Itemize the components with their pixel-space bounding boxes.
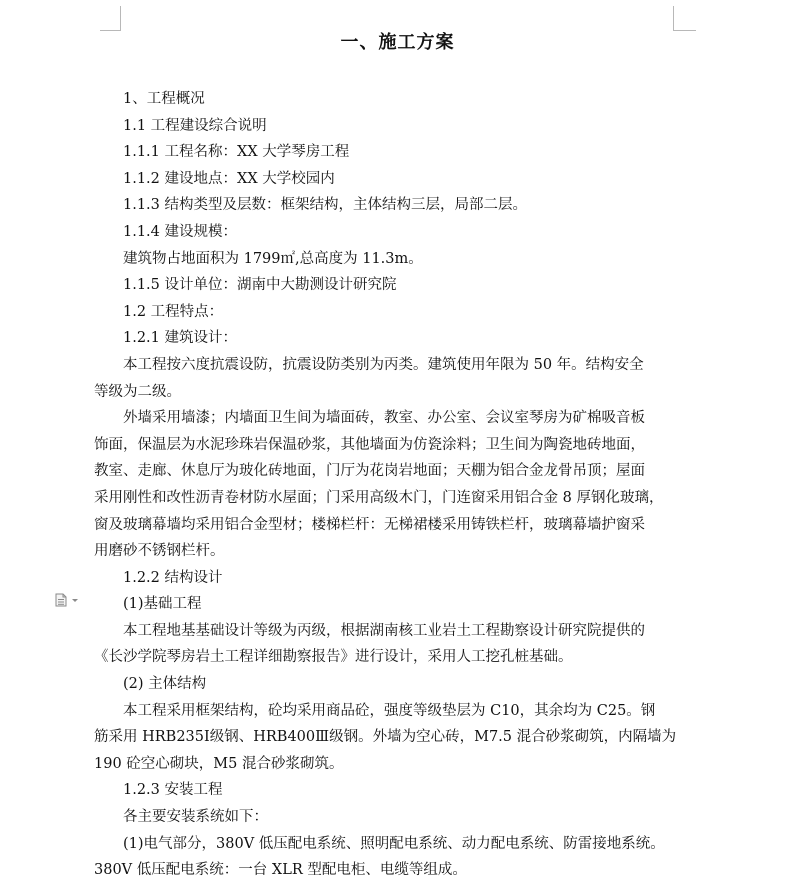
paragraph-line: 本工程按六度抗震设防，抗震设防类别为丙类。建筑使用年限为 50 年。结构安全 — [123, 356, 644, 373]
paragraph-line: 窗及玻璃幕墙均采用铝合金型材；楼梯栏杆：无梯裙楼采用铸铁栏杆，玻璃幕墙护窗采 — [94, 516, 645, 533]
paragraph-line: (1)电气部分，380V 低压配电系统、照明配电系统、动力配电系统、防雷接地系统。 — [123, 835, 665, 852]
item-scale-heading: 1.1.4 建设规模： — [123, 223, 238, 240]
item-design-unit: 1.1.5 设计单位：湖南中大勘测设计研究院 — [123, 277, 397, 294]
paragraph-line: 各主要安装系统如下： — [123, 809, 268, 826]
paragraph-line: 教室、走廊、休息厅为玻化砖地面，门厅为花岗岩地面；天棚为铝合金龙骨吊顶；屋面 — [94, 463, 645, 480]
paragraph-line: 190 砼空心砌块，M5 混合砂浆砌筑。 — [94, 755, 344, 772]
paragraph-line: 等级为二级。 — [94, 383, 181, 400]
paragraph-line: 筋采用 HRB235Ⅰ级钢、HRB400Ⅲ级钢。外墙为空心砖，M7.5 混合砂浆砌筑，内隔墙为 — [94, 729, 677, 746]
document-title: 一、施工方案 — [340, 32, 455, 53]
paragraph-line: 外墙采用墙漆；内墙面卫生间为墙面砖，教室、办公室、会议室琴房为矿棉吸音板 — [123, 410, 645, 427]
paragraph-line: 用磨砂不锈钢栏杆。 — [94, 543, 225, 560]
subsection-heading: 1.2 工程特点： — [123, 303, 224, 320]
item-project-name: 1.1.1 工程名称：XX 大学琴房工程 — [123, 144, 350, 161]
paragraph-line: 《长沙学院琴房岩土工程详细勘察报告》进行设计，采用人工挖孔桩基础。 — [94, 649, 573, 666]
document-options-icon[interactable] — [55, 593, 81, 607]
paragraph-line: 饰面，保温层为水泥珍珠岩保温砂浆，其他墙面为仿瓷涂料；卫生间为陶瓷地砖地面， — [94, 436, 645, 453]
item-scale-text: 建筑物占地面积为 1799㎡,总高度为 11.3m。 — [123, 250, 423, 267]
item-location: 1.1.2 建设地点：XX 大学校园内 — [123, 170, 335, 187]
subsection-heading: 1.1 工程建设综合说明 — [123, 117, 267, 134]
item-structure-type: 1.1.3 结构类型及层数：框架结构，主体结构三层，局部二层。 — [123, 197, 528, 214]
paragraph-line: 380V 低压配电系统：一台 XLR 型配电柜、电缆等组成。 — [94, 862, 467, 879]
section-heading: 1、工程概况 — [123, 91, 205, 107]
paragraph-line: 采用刚性和改性沥青卷材防水屋面；门采用高级木门，门连窗采用铝合金 8 厚钢化玻璃， — [94, 489, 664, 506]
item-architecture-heading: 1.2.1 建筑设计： — [123, 330, 238, 347]
item-structure-heading: 1.2.2 结构设计 — [123, 569, 223, 586]
paragraph-line: 本工程采用框架结构，砼均采用商品砼，强度等级垫层为 C10，其余均为 C25。钢 — [123, 702, 656, 719]
item-installation-heading: 1.2.3 安装工程 — [123, 782, 223, 799]
document-body — [94, 86, 698, 884]
paragraph-line: 本工程地基基础设计等级为丙级，根据湖南核工业岩土工程勘察设计研究院提供的 — [123, 622, 645, 639]
item-foundation-heading: (1)基础工程 — [123, 596, 202, 613]
item-main-structure-heading: (2) 主体结构 — [123, 676, 207, 693]
